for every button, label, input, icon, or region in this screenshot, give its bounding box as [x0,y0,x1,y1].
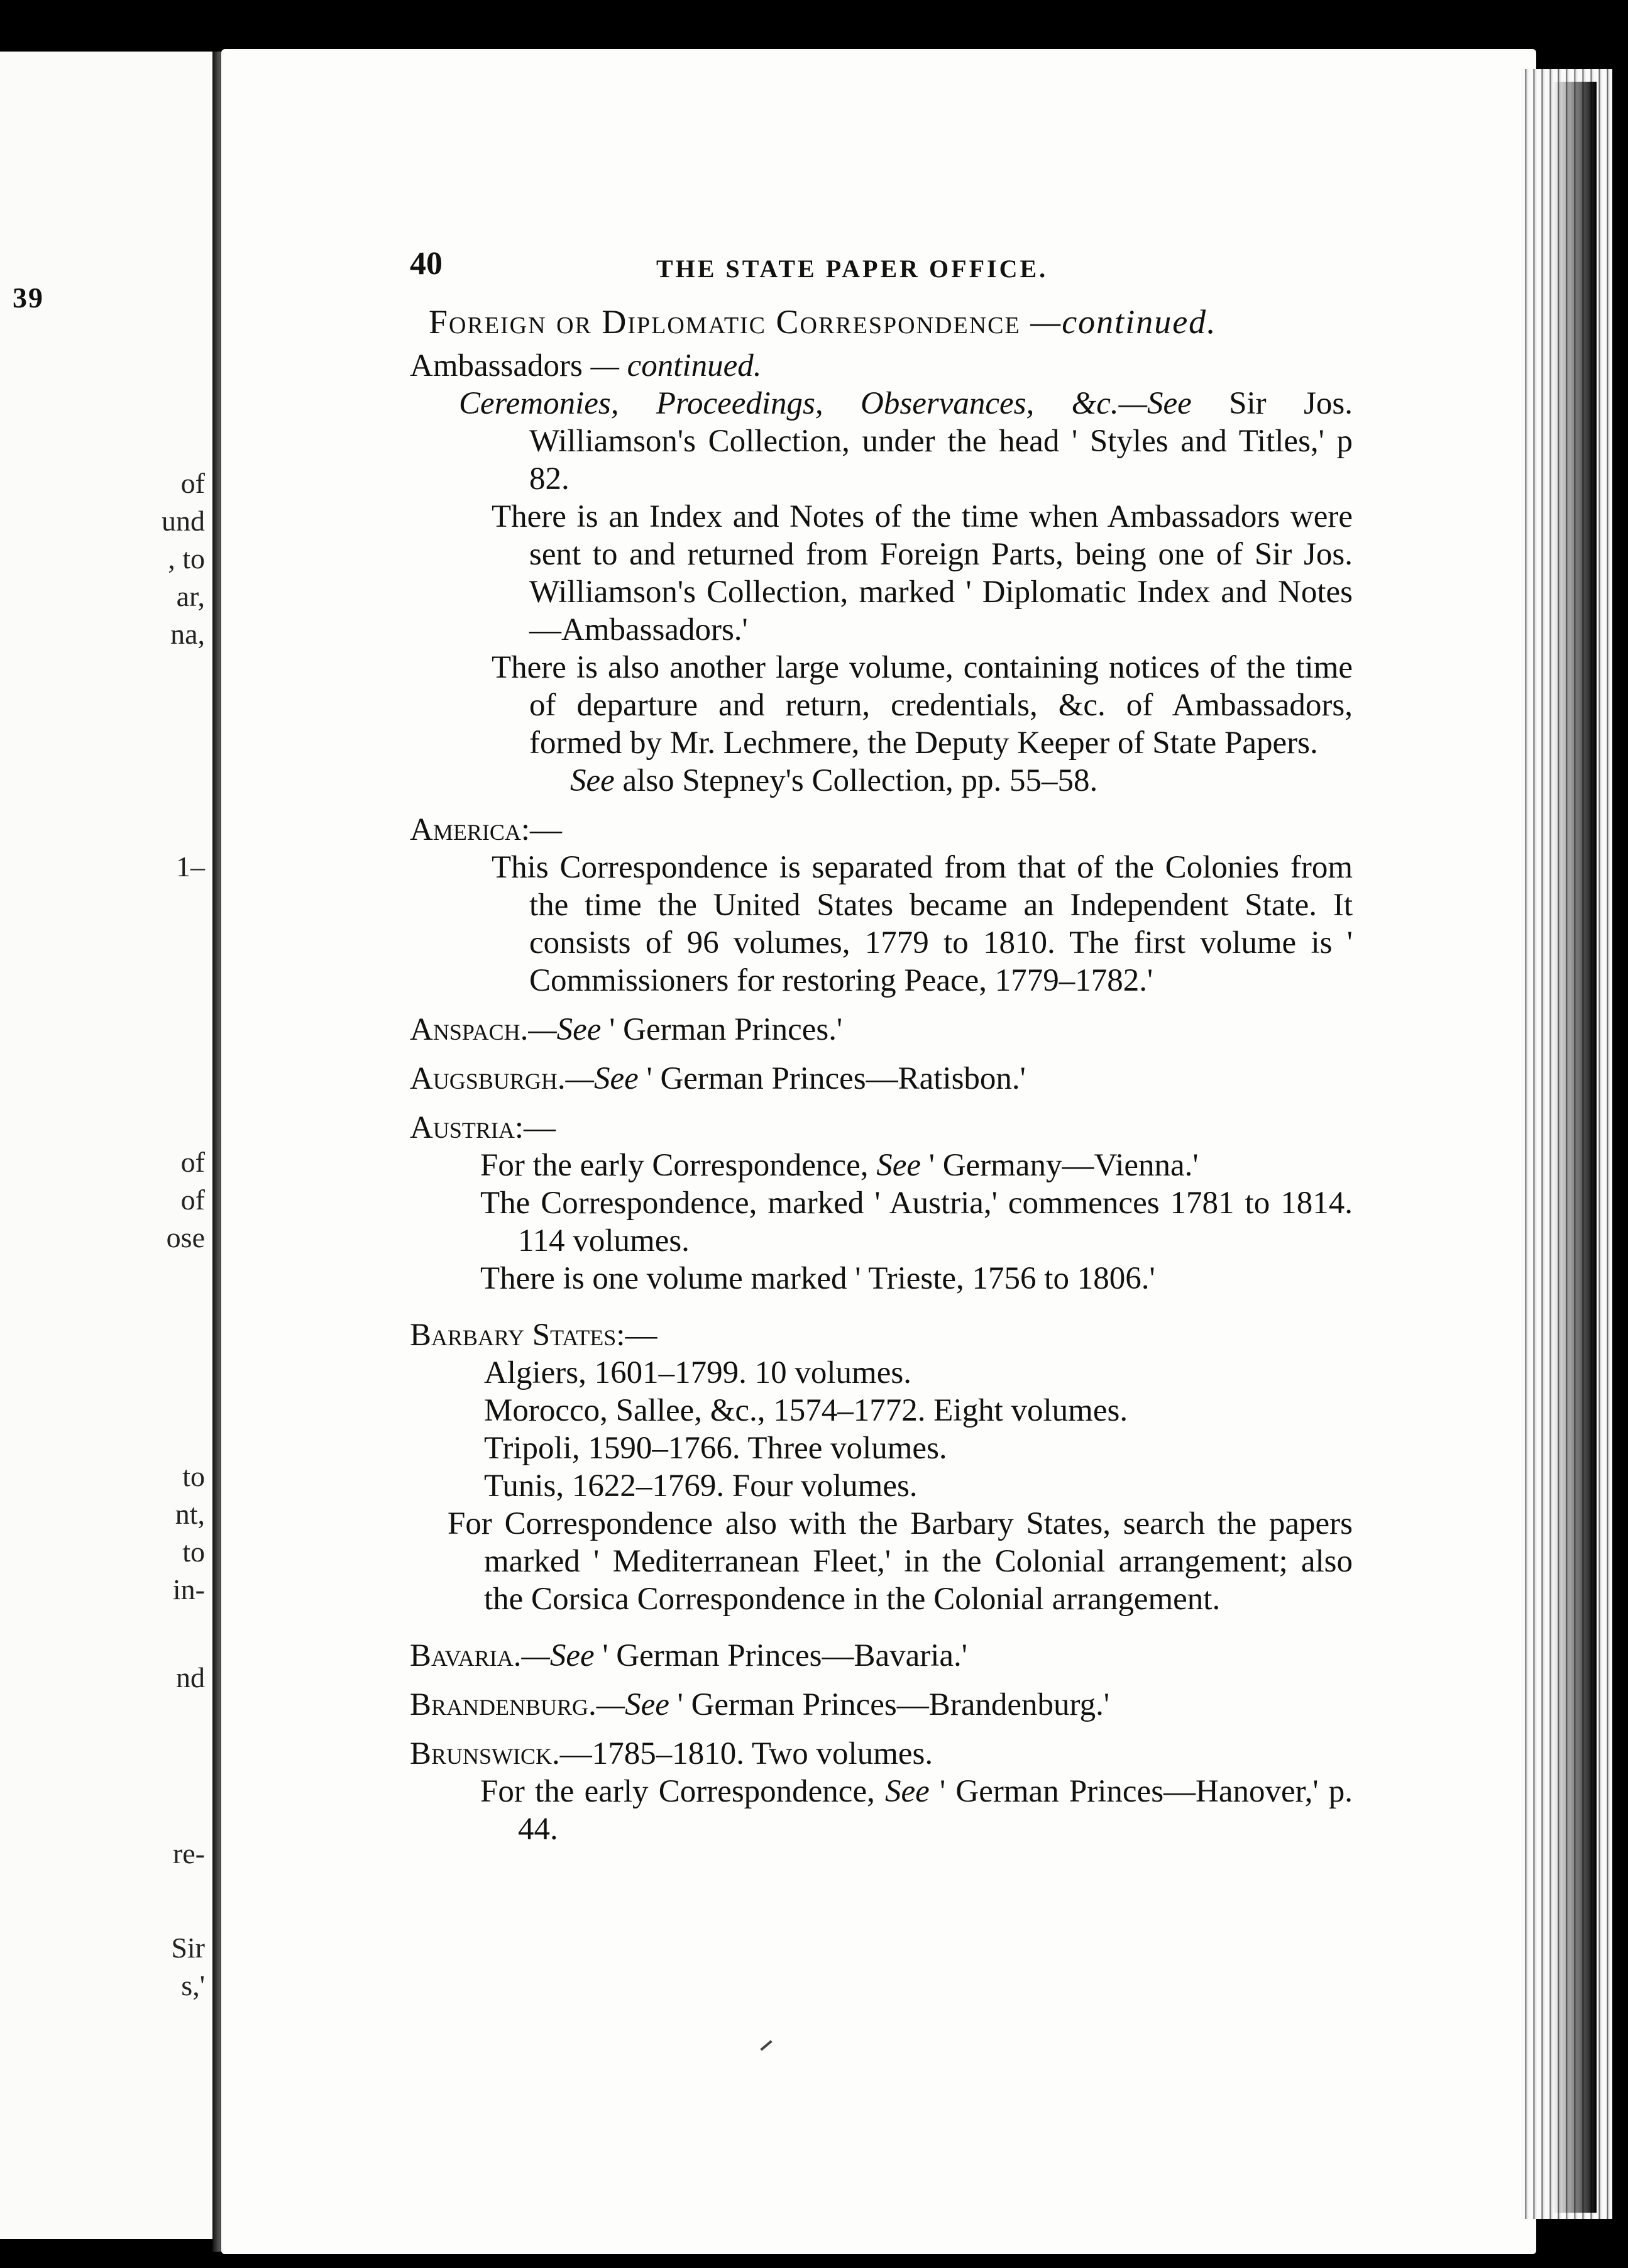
paragraph-text: ' German Princes—Ratisbon.' [638,1061,1026,1096]
entry-title: Anspach. [410,1012,529,1047]
entry-title: Ambassadors [410,348,583,383]
see-label: See [885,1774,930,1809]
left-page [0,52,215,2239]
entry-title: Brunswick. [410,1736,560,1771]
left-fragment: of [180,1184,205,1216]
left-fragment: s,' [181,1969,205,2001]
entry-america [410,811,1353,999]
left-fragment: ar, [176,580,205,612]
paragraph-text: Sir Jos. Williamson's Collection, under the head ' Styles and Titles,' p 82. [529,386,1353,497]
entry-brandenburg [410,1686,1353,1724]
section-continued: —continued. [1030,303,1217,341]
italic-lead: Ceremonies, Proceedings, Observances, &c.—See [459,386,1192,421]
entry-heading [410,347,1353,385]
entry-ambassadors [410,347,1353,800]
left-fragment: Sir [171,1932,205,1964]
left-fragment: , to [168,542,205,575]
paragraph-text: ' German Princes—Brandenburg.' [669,1687,1110,1722]
paragraph-text: There is also another large volume, containing notices of the time of departure and return, credentials, &c. of Ambassadors, formed by Mr. Lechmere, the Deputy Keeper of State Papers. [492,650,1353,761]
list-item: Morocco, Sallee, &c., 1574–1772. Eight volumes. [484,1393,1128,1428]
entry-title-suffix: :— [514,1110,556,1145]
paragraph-text: For the early Correspondence, [480,1774,886,1809]
list-item: Tripoli, 1590–1766. Three volumes. [484,1431,947,1466]
see-label: —See [565,1061,639,1096]
entry-title: Augsburgh. [410,1061,566,1096]
left-fragment: re- [172,1837,205,1869]
paragraph-text: The Correspondence, marked ' Austria,' commences 1781 to 1814. 114 volumes. [480,1186,1353,1258]
list-item: Algiers, 1601–1799. 10 volumes. [484,1355,911,1390]
page-text [410,239,1353,1848]
paragraph-text: ' Germany—Vienna.' [921,1148,1199,1183]
paragraph-text: This Correspondence is separated from that of the Colonies from the time the United States became an Independent State. It consists of 96 volumes, 1779 to 1810. The first volume is ' Commissioners for restoring Peace, 1779–1782.' [492,850,1353,998]
entry-title: Bavaria. [410,1638,522,1673]
paragraph-text: also Stepney's Collection, pp. 55–58. [614,763,1098,798]
left-fragment: 1– [176,851,205,883]
see-also [410,762,1353,800]
see-label: —See [596,1687,669,1722]
entry-paragraph [410,385,1353,498]
paragraph-text: ' German Princes—Bavaria.' [594,1638,967,1673]
left-page-number: 39 [13,282,44,314]
section-heading [429,303,1353,341]
left-fragment: ose [166,1221,205,1253]
italic-lead: See [570,763,615,798]
running-head [410,239,1353,300]
paragraph-text: —1785–1810. Two volumes. [559,1736,933,1771]
entry-paragraph [410,649,1353,762]
paragraph-text: ' German Princes—Hanover,' p. 44. [518,1774,1353,1847]
entry-heading [410,1316,1353,1354]
entry-paragraph [410,1260,1353,1297]
section-title: Foreign or Diplomatic Correspondence [429,303,1021,341]
left-fragment: to [182,1536,205,1568]
see-label: —See [528,1012,602,1047]
entry-paragraph [410,1773,1353,1848]
entry-title: America [410,812,521,847]
left-fragment: of [180,1146,205,1178]
left-fragment: in- [172,1573,205,1605]
page-number: 40 [410,246,443,282]
entry-paragraph [410,849,1353,999]
page-edges-shadow [1553,82,1597,2213]
entry-heading [410,1735,1353,1773]
paragraph-text: For the early Correspondence, [480,1148,877,1183]
see-label: See [876,1148,921,1183]
see-label: —See [521,1638,595,1673]
entry-title: Brandenburg. [410,1687,597,1722]
left-fragment: na, [170,618,205,650]
entry-heading [410,811,1353,849]
entry-barbary-states [410,1316,1353,1618]
list-item: Tunis, 1622–1769. Four volumes. [484,1468,918,1504]
paragraph-text: For Correspondence also with the Barbary States, search the papers marked ' Mediterranean Fleet,' in the Colonial arrangement; also the Corsica Correspondence in the Colonial arrangement. [448,1506,1353,1617]
left-fragment: nd [176,1661,205,1693]
left-fragment: to [182,1460,205,1492]
entry-title: Barbary States [410,1318,617,1353]
entry-austria [410,1109,1353,1297]
entry-paragraph [410,1184,1353,1260]
entry-augsburgh [410,1060,1353,1098]
entry-heading [410,1109,1353,1147]
entry-paragraph [410,1505,1353,1618]
entry-title-suffix: :— [616,1318,657,1353]
left-fragment: of [180,467,205,499]
entry-paragraph [410,498,1353,649]
entry-title-suffix: :— [520,812,563,847]
left-fragment: nt, [175,1498,205,1530]
entry-paragraph [410,1147,1353,1184]
entry-bavaria [410,1637,1353,1675]
paragraph-text: There is one volume marked ' Trieste, 1756 to 1806.' [480,1261,1155,1296]
running-title: THE STATE PAPER OFFICE. [656,255,1048,283]
entry-title-suffix: — continued. [582,348,762,383]
paragraph-text: ' German Princes.' [601,1012,843,1047]
paragraph-text: There is an Index and Notes of the time when Ambassadors were sent to and returned from Foreign Parts, being one of Sir Jos. Williamson's Collection, marked ' Diplomatic Index and Notes—Ambassadors.' [492,499,1353,647]
entry-title: Austria [410,1110,515,1145]
left-fragment: und [162,505,205,537]
entry-anspach [410,1011,1353,1049]
entry-brunswick [410,1735,1353,1848]
